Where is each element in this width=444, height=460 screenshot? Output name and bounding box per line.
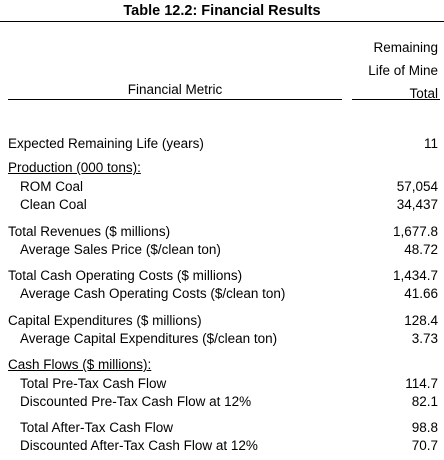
table-row (0, 177, 444, 197)
row-value: 57,054 (396, 179, 438, 194)
row-value: 1,434.7 (392, 268, 438, 283)
row-label: Production (000 tons): (8, 160, 141, 175)
column-header-line: Remaining (373, 40, 438, 55)
table-row (0, 240, 444, 260)
row-label: Average Cash Operating Costs ($/clean ton) (20, 286, 286, 301)
column-header-metric: Financial Metric (127, 82, 223, 97)
header-rule-total (352, 99, 440, 100)
row-label: Cash Flows ($ millions): (8, 357, 152, 372)
table-row (0, 222, 444, 242)
table-row (0, 436, 444, 456)
row-value: 114.7 (405, 376, 438, 391)
table-row (0, 266, 444, 286)
table-row (0, 311, 444, 331)
table-row (0, 392, 444, 412)
table-row (0, 374, 444, 394)
column-header-line: Life of Mine (368, 63, 438, 78)
table-row (0, 195, 444, 215)
row-label: ROM Coal (20, 179, 84, 194)
row-value: 70.7 (411, 438, 438, 453)
row-value: 1,677.8 (392, 224, 438, 239)
section-header-production (0, 158, 444, 178)
row-value: 3.73 (411, 331, 438, 346)
column-header-line: Total (409, 86, 438, 101)
row-value: 48.72 (404, 242, 438, 257)
row-label: Discounted Pre-Tax Cash Flow at 12% (20, 394, 252, 409)
row-label: Total After-Tax Cash Flow (20, 420, 174, 435)
section-header-cash-flows (0, 355, 444, 375)
row-label: Average Sales Price ($/clean ton) (20, 242, 221, 257)
row-value: 82.1 (411, 394, 438, 409)
row-label: Expected Remaining Life (years) (8, 136, 204, 151)
row-value: 128.4 (404, 313, 438, 328)
row-value: 98.8 (411, 420, 438, 435)
row-value: 34,437 (396, 197, 438, 212)
table-row (0, 284, 444, 304)
row-label: Total Cash Operating Costs ($ millions) (8, 268, 243, 283)
row-label: Capital Expenditures ($ millions) (8, 313, 202, 328)
row-value: 11 (423, 136, 438, 151)
row-label: Average Capital Expenditures ($/clean ton) (20, 331, 278, 346)
column-header-total (352, 36, 438, 105)
row-label: Total Revenues ($ millions) (8, 224, 171, 239)
table-title: Table 12.2: Financial Results (0, 3, 444, 22)
table-row (0, 134, 444, 154)
row-label: Total Pre-Tax Cash Flow (20, 376, 167, 391)
header-rule-metric (8, 99, 342, 100)
row-label: Discounted After-Tax Cash Flow at 12% (20, 438, 258, 453)
row-value: 41.66 (404, 286, 438, 301)
table-row (0, 418, 444, 438)
row-label: Clean Coal (20, 197, 87, 212)
table-row (0, 329, 444, 349)
